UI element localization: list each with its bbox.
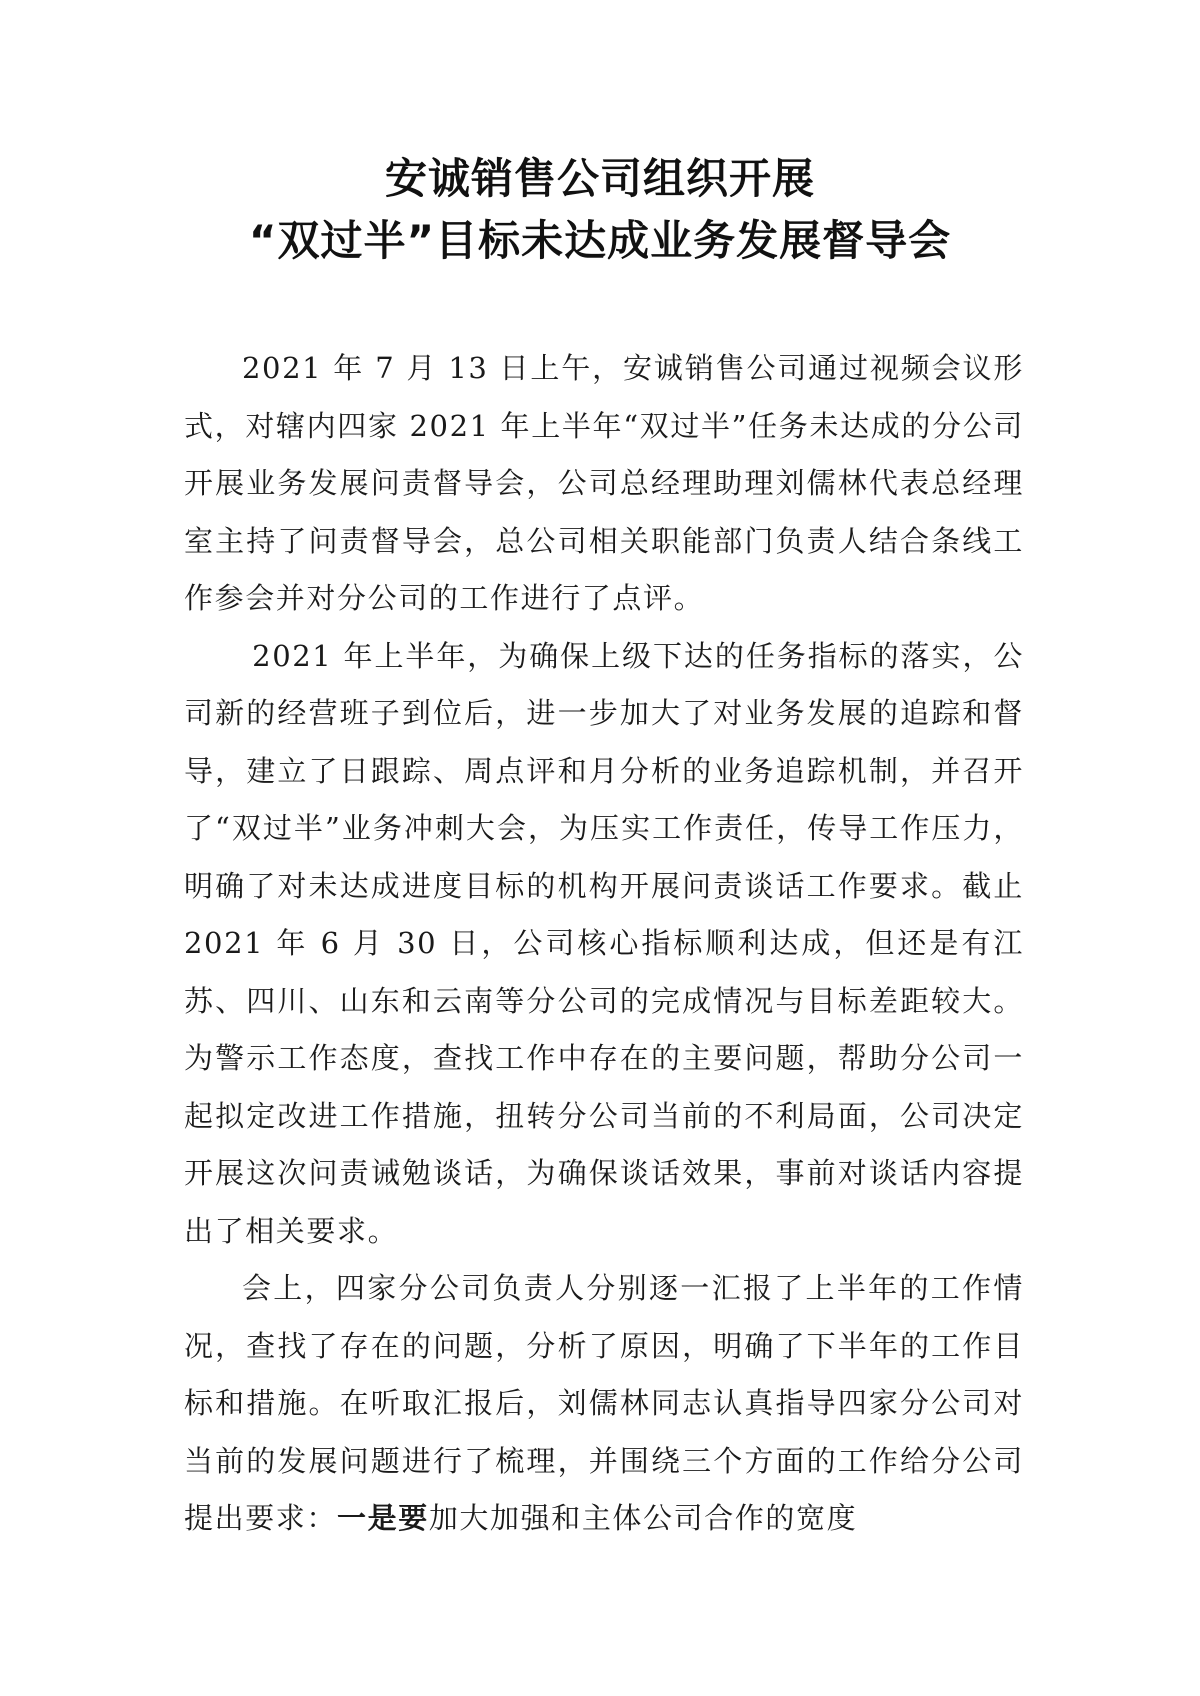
title-line-1: 安诚销售公司组织开展: [384, 154, 815, 203]
document-body: [184, 340, 1024, 1548]
document-title: [150, 148, 1050, 272]
title-line-2: “双过半”目标未达成业务发展督导会: [248, 216, 952, 265]
paragraph-1: 2021 年 7 月 13 日上午，安诚销售公司通过视频会议形式，对辖内四家 2021 年上半年“双过半”任务未达成的分公司开展业务发展问责督导会，公司总经理助理刘儒林代表总经理室主持了问责督导会，总公司相关职能部门负责人结合条线工作参会并对分公司的工作进行了点评。: [184, 351, 1024, 615]
paragraph-3: [184, 1260, 1024, 1548]
paragraph-2: 2021 年上半年，为确保上级下达的任务指标的落实，公司新的经营班子到位后，进一步加大了对业务发展的追踪和督导，建立了日跟踪、周点评和月分析的业务追踪机制，并召开了“双过半”业务冲刺大会，为压实工作责任，传导工作压力，明确了对未达成进度目标的机构开展问责谈话工作要求。截止 2021 年 6 月 30 日，公司核心指标顺利达成，但还是有江苏、四川、山东和云南等分公司的完成情况与目标差距较大。为警示工作态度，查找工作中存在的主要问题，帮助分公司一起拟定改进工作措施，扭转分公司当前的不利局面，公司决定开展这次问责诫勉谈话，为确保谈话效果，事前对谈话内容提出了相关要求。: [184, 638, 1024, 1248]
paragraph-3-emphasis: 一是要: [337, 1501, 429, 1535]
paragraph-3-text-before: 会上，四家分公司负责人分别逐一汇报了上半年的工作情况，查找了存在的问题，分析了原因，明确了下半年的工作目标和措施。在听取汇报后，刘儒林同志认真指导四家分公司对当前的发展问题进行了梳理，并围绕三个方面的工作给分公司提出要求：: [184, 1271, 1024, 1535]
paragraph-3-text-after: 加大加强和主体公司合作的宽度: [428, 1501, 858, 1535]
